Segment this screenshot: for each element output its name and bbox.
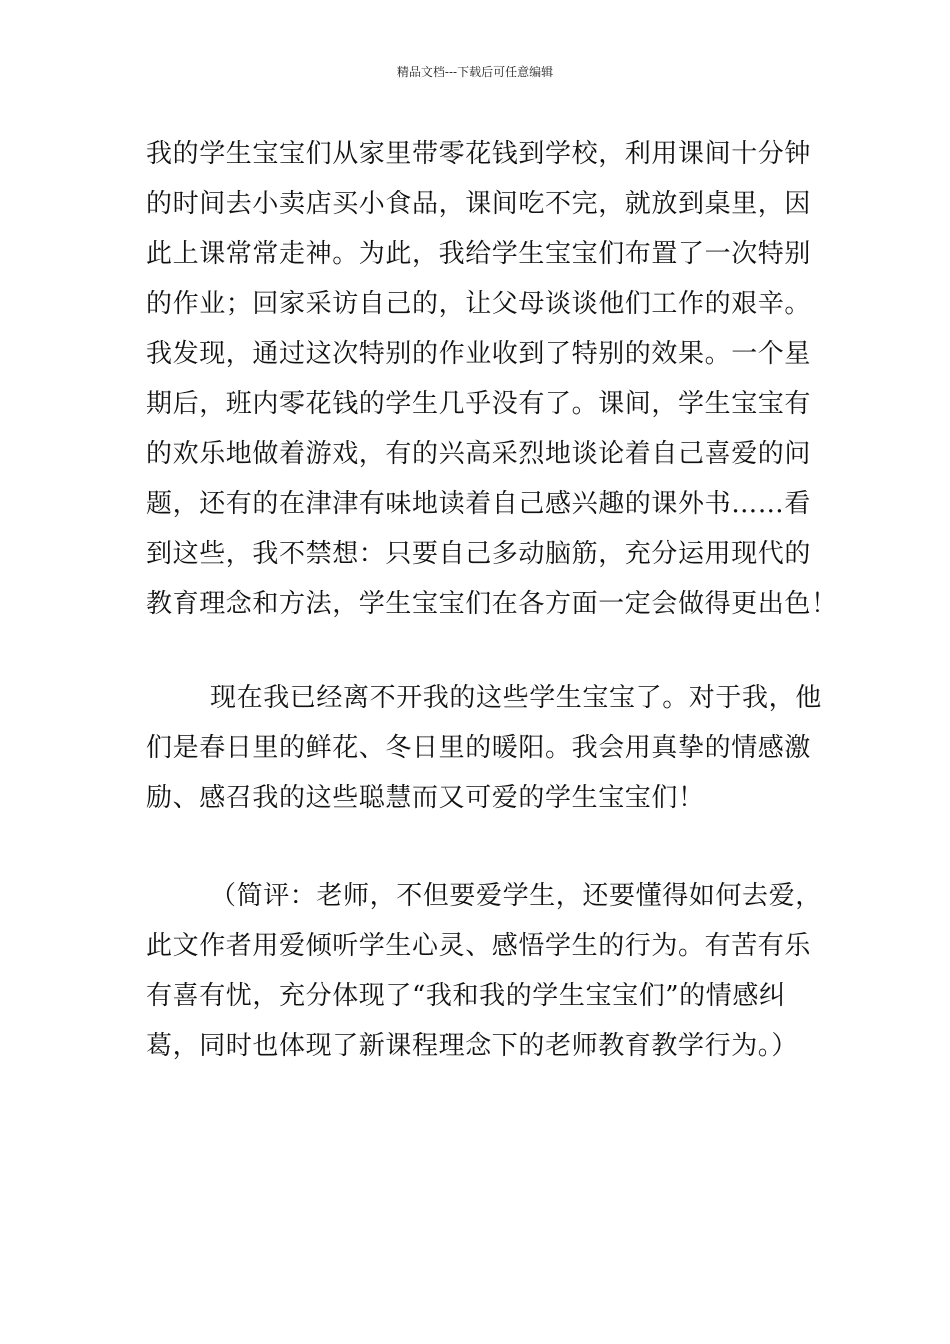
paragraph-line: 我发现，通过这次特别的作业收到了特别的效果。一个星 (146, 339, 812, 369)
paragraph-line: 葛，同时也体现了新课程理念下的老师教育教学行为。） (146, 1031, 799, 1061)
paragraph-line: 励、感召我的这些聪慧而又可爱的学生宝宝们！ (146, 783, 705, 813)
paragraph-line: 教育理念和方法，学生宝宝们在各方面一定会做得更出色！ (146, 589, 838, 619)
paragraph-line: 到这些，我不禁想：只要自己多动脑筋，充分运用现代的 (146, 539, 812, 569)
paragraph-line: 们是春日里的鲜花、冬日里的暖阳。我会用真挚的情感激 (146, 733, 812, 763)
paragraph-line: （简评：老师，不但要爱学生，还要懂得如何去爱， (210, 881, 822, 911)
paragraph-1 (146, 129, 838, 629)
paragraph-line: 的欢乐地做着游戏，有的兴高采烈地谈论着自己喜爱的问 (146, 439, 812, 469)
paragraph-line: 的作业；回家采访自己的，让父母谈谈他们工作的艰辛。 (146, 289, 812, 319)
paragraph-line: 题，还有的在津津有味地读着自己感兴趣的课外书……看 (146, 489, 812, 519)
paragraph-line: 此文作者用爱倾听学生心灵、感悟学生的行为。有苦有乐 (146, 931, 812, 961)
paragraph-line: 此上课常常走神。为此，我给学生宝宝们布置了一次特别 (146, 239, 812, 269)
page-header: 精品文档---下载后可任意编辑 (396, 65, 554, 79)
paragraph-line: 有喜有忧，充分体现了“我和我的学生宝宝们”的情感纠 (146, 981, 786, 1011)
paragraph-line: 现在我已经离不开我的这些学生宝宝了。对于我，他 (210, 683, 822, 713)
commentary-paragraph (146, 871, 822, 1071)
paragraph-line: 我的学生宝宝们从家里带零花钱到学校，利用课间十分钟 (146, 139, 812, 169)
paragraph-line: 期后，班内零花钱的学生几乎没有了。课间，学生宝宝有 (146, 389, 812, 419)
paragraph-2 (146, 673, 822, 823)
paragraph-line: 的时间去小卖店买小食品，课间吃不完，就放到桌里，因 (146, 189, 812, 219)
